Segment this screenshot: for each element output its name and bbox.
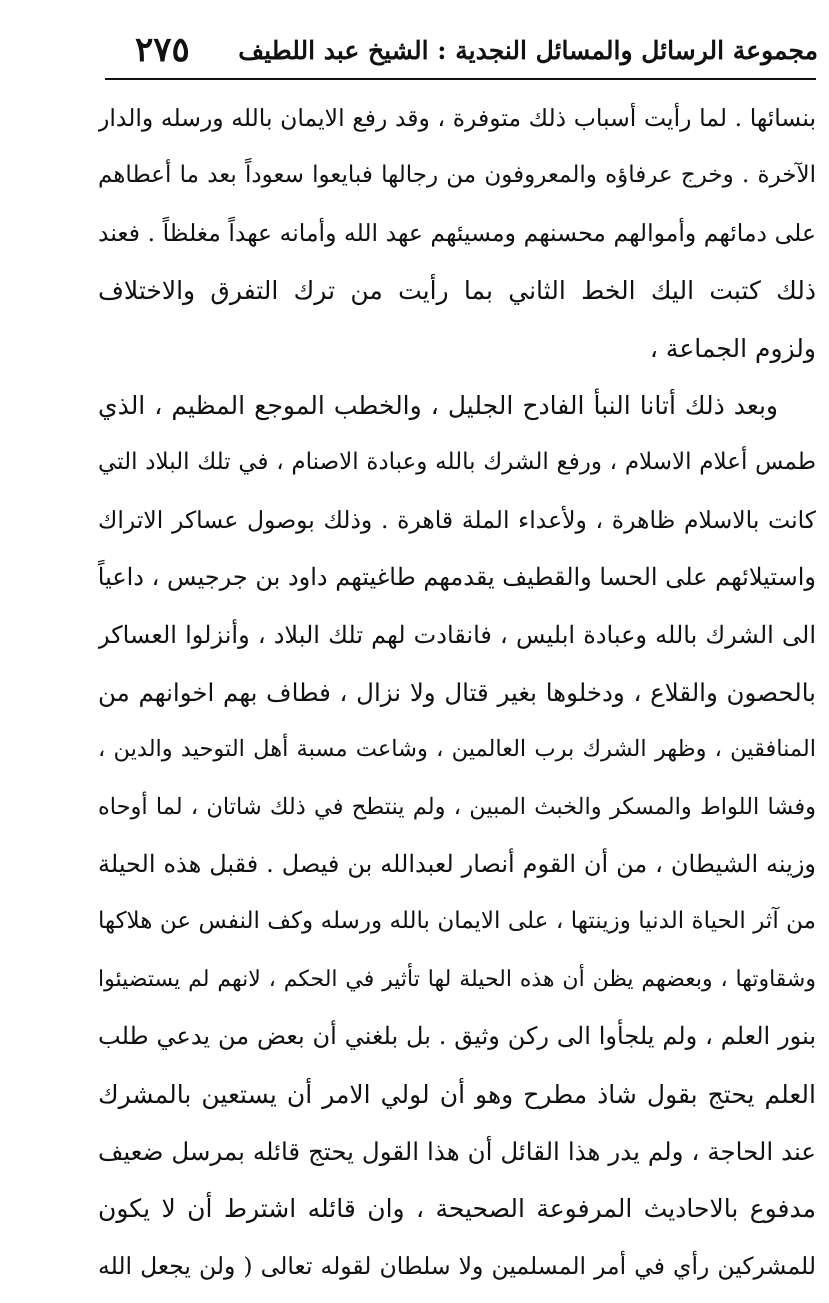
text-line: واستيلائهم على الحسا والقطيف يقدمهم طاغيتهم داود بن جرجيس ، داعياً xyxy=(98,563,816,592)
text-line: الآخرة . وخرج عرفاؤه والمعروفون من رجالها فبايعوا سعوداً بعد ما أعطاهم xyxy=(98,162,816,189)
text-line: بالحصون والقلاع ، ودخلوها بغير قتال ولا نزال ، فطاف بهم اخوانهم من xyxy=(98,677,816,707)
paragraph-first-line: وبعد ذلك أتانا النبأ الفادح الجليل ، والخطب الموجع المظيم ، الذي xyxy=(98,390,778,420)
text-line: طمس أعلام الاسلام ، ورفع الشرك بالله وعبادة الاصنام ، في تلك البلاد التي xyxy=(98,449,816,476)
text-line: ولزوم الجماعة ، xyxy=(649,333,816,363)
text-line: وزينه الشيطان ، من أن القوم أنصار لعبدالله بن فيصل . فقبل هذه الحيلة xyxy=(98,850,816,879)
text-line: بنسائها . لما رأيت أسباب ذلك متوفرة ، وقد رفع الايمان بالله ورسله والدار xyxy=(98,104,816,132)
text-line: بنور العلم ، ولم يلجأوا الى ركن وثيق . بل بلغني أن بعض من يدعي طلب xyxy=(98,1022,816,1051)
body-text xyxy=(98,90,816,1295)
text-line: المنافقين ، وظهر الشرك برب العالمين ، وشاعت مسبة أهل التوحيد والدين ، xyxy=(98,736,816,763)
text-line: عند الحاجة ، ولم يدر هذا القائل أن هذا القول يحتج قائله بمرسل ضعيف xyxy=(98,1137,816,1167)
text-line: ذلك كتبت اليك الخط الثاني بما رأيت من ترك التفرق والاختلاف xyxy=(98,276,816,306)
text-line: كانت بالاسلام ظاهرة ، ولأعداء الملة قاهرة . وذلك بوصول عساكر الاتراك xyxy=(98,505,816,534)
text-line: العلم يحتج بقول شاذ مطرح وهو أن لولي الامر أن يستعين بالمشرك xyxy=(98,1079,816,1109)
page-header xyxy=(105,30,818,76)
text-line: الى الشرك بالله وعبادة ابليس ، فانقادت لهم تلك البلاد ، وأنزلوا العساكر xyxy=(98,620,816,649)
running-title: مجموعة الرسائل والمسائل النجدية : الشيخ عبد اللطيف xyxy=(238,36,818,65)
text-line: للمشركين رأي في أمر المسلمين ولا سلطان لقوله تعالى ( ولن يجعل الله xyxy=(98,1251,816,1280)
page-number: ٢٧٥ xyxy=(135,30,190,70)
header-rule xyxy=(105,78,816,80)
text-line: على دمائهم وأموالهم محسنهم ومسيئهم عهد الله وأمانه عهداً مغلظاً . فعند xyxy=(98,218,816,247)
text-line: من آثر الحياة الدنيا وزينتها ، على الايمان بالله ورسله وكف النفس عن هلاكها xyxy=(98,908,816,935)
text-line: مدفوع بالاحاديث المرفوعة الصحيحة ، وان قائله اشترط أن لا يكون xyxy=(98,1194,816,1224)
text-line: وفشا اللواط والمسكر والخبث المبين ، ولم ينتطح في ذلك شاتان ، لما أوحاه xyxy=(98,793,816,820)
text-line: وشقاوتها ، وبعضهم يظن أن هذه الحيلة لها تأثير في الحكم ، لانهم لم يستضيئوا xyxy=(98,966,816,992)
